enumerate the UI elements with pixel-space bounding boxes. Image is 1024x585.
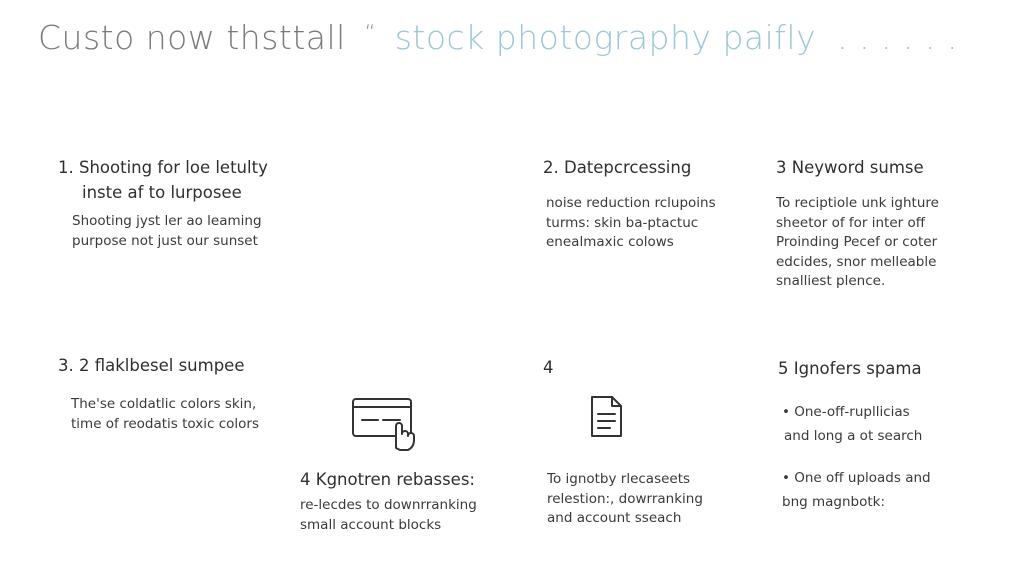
section-keyword-line-2: sheetor of for inter off	[776, 214, 926, 231]
section-spam-heading: 5 Ignofers spama	[778, 359, 922, 378]
section-release-line-2: relestion:, dowrranking	[547, 490, 703, 507]
section-rebasses-line-1: re-lecdes to downrranking	[300, 497, 477, 513]
section-spam	[778, 359, 931, 514]
section-keyword-line-4: edcides, snor melleable	[776, 253, 937, 270]
page-title	[38, 18, 958, 57]
section-release	[547, 470, 703, 529]
section-colors-heading: 3. 2 flaklbesel sumpee	[58, 356, 245, 375]
section-colors	[58, 356, 259, 434]
section-shooting-line-1: Shooting jyst ler ao leaming	[72, 213, 262, 229]
section-processing	[543, 158, 716, 253]
title-part-2: stock photography paifly	[394, 18, 817, 57]
section-spam-bullet-2-line-1: • One off uploads and	[782, 470, 931, 486]
card-with-pointer-icon	[350, 396, 422, 456]
section-processing-line-2: turms: skin ba-ptactuc	[546, 214, 699, 231]
section-shooting-line-2: purpose not just our sunset	[72, 232, 258, 249]
section-processing-line-3: enealmaxic colows	[546, 234, 674, 250]
section-shooting	[58, 158, 288, 251]
section-shooting-heading: 1. Shooting for loe letulty	[58, 158, 268, 177]
section-keyword-line-5: snalliest plence.	[776, 273, 886, 289]
section-rebasses	[300, 470, 477, 535]
section-keyword-line-3: Proinding Pecef or coter	[776, 234, 938, 250]
section-release-line-1: To ignotby rlecaseets	[547, 471, 691, 487]
section-keyword-line-1: To reciptiole unk ighture	[776, 195, 939, 211]
title-part-1: Custo now thsttall	[38, 18, 346, 57]
section-processing-line-1: noise reduction rclupoins	[546, 195, 716, 211]
section-spam-bullet-1-line-1: • One-off-rupllicias	[782, 404, 910, 420]
section-keyword	[776, 158, 939, 292]
section-shooting-heading-line2: inste af to lurposee	[82, 183, 242, 202]
section-processing-heading: 2. Datepcrcessing	[543, 158, 692, 177]
title-mark: “	[364, 20, 376, 44]
document-icon	[588, 394, 624, 444]
section-release-line-3: and account sseach	[547, 510, 682, 526]
section-keyword-heading: 3 Neyword sumse	[776, 158, 924, 177]
section-rebasses-heading: 4 Kgnotren rebasses:	[300, 470, 475, 489]
section-colors-line-1: The'se coldatlic colors skin,	[71, 396, 257, 412]
section-spam-bullet-2-line-2: bng magnbotk:	[782, 494, 886, 510]
title-dots: . . . . . .	[837, 18, 958, 57]
section-spam-bullet-1-line-2: and long a ot search	[784, 428, 923, 444]
section-four-number: 4	[543, 358, 554, 377]
section-colors-line-2: time of reodatis toxic colors	[71, 415, 259, 432]
section-rebasses-line-2: small account blocks	[300, 516, 442, 533]
